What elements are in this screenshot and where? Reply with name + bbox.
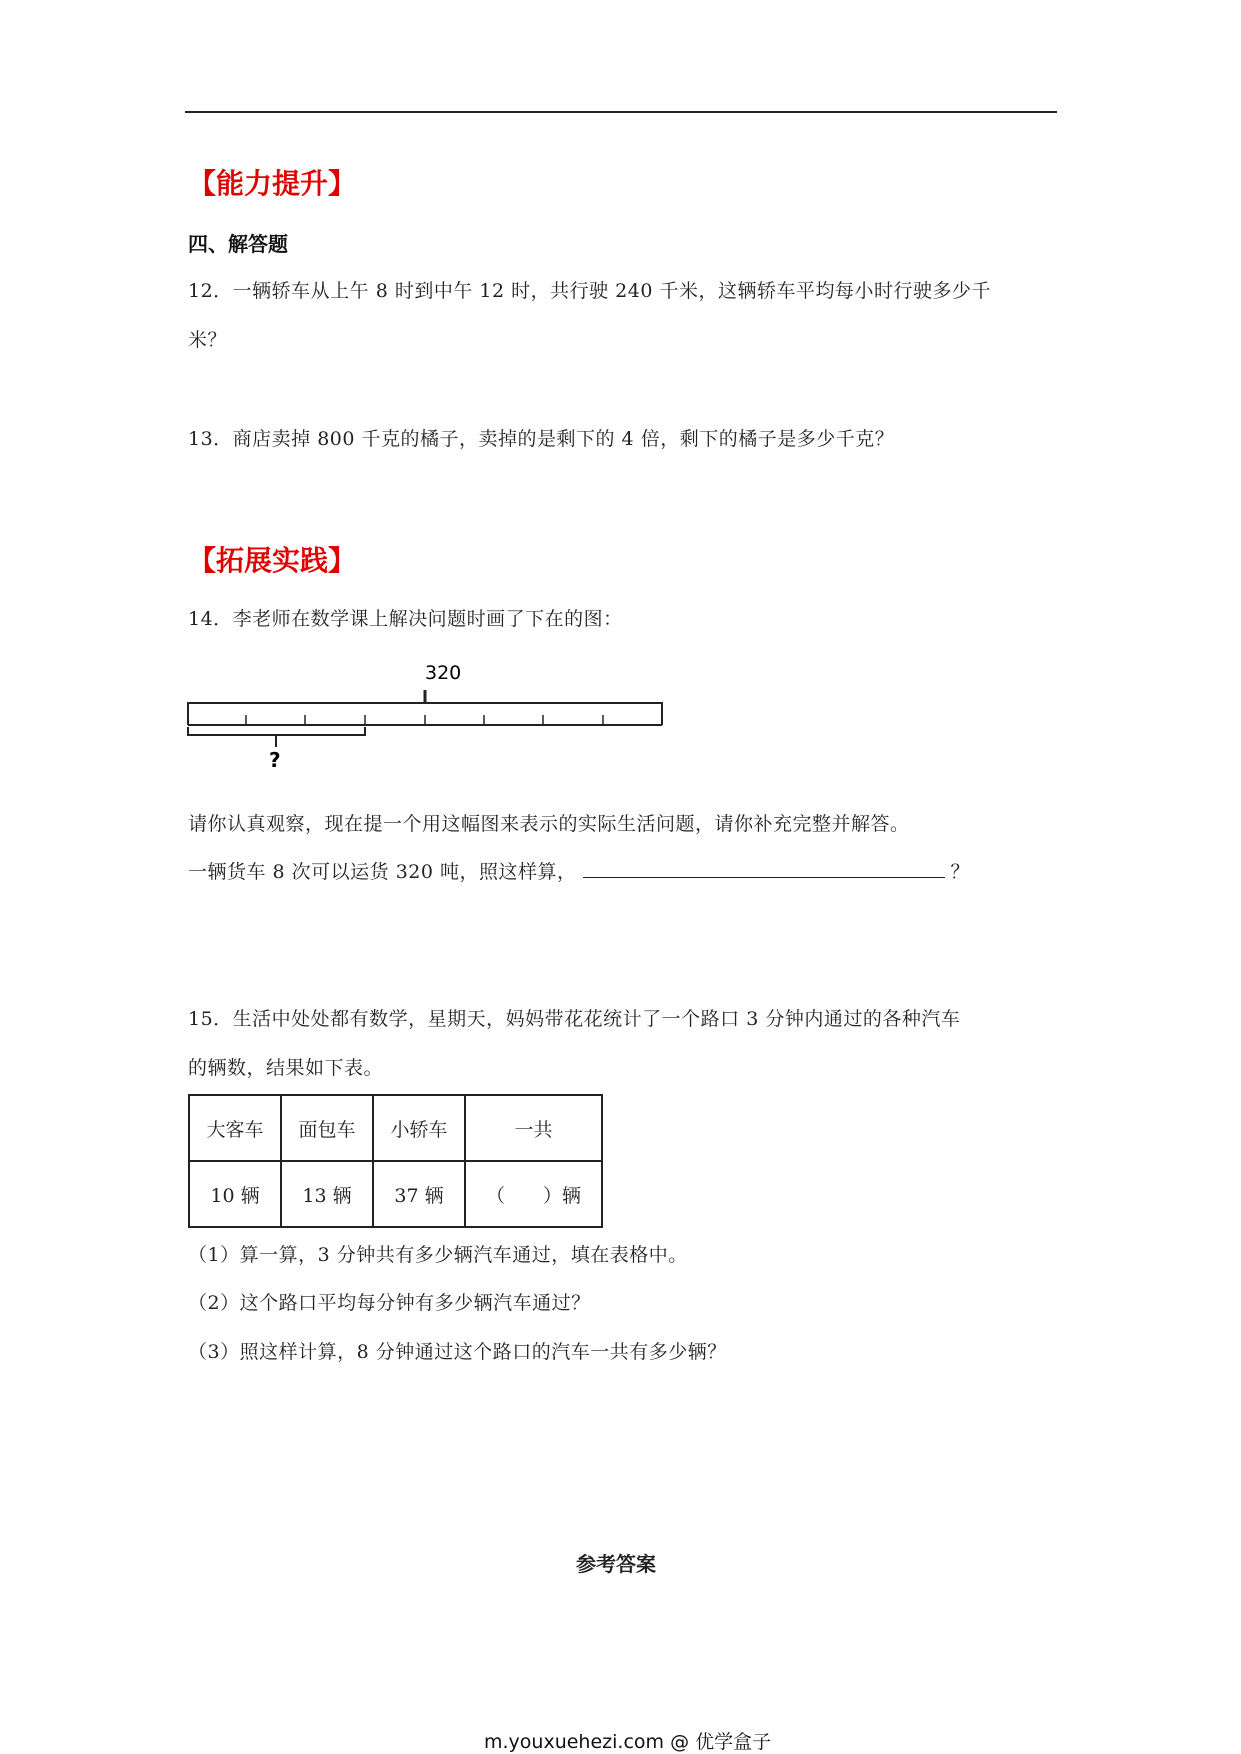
diagram-bar bbox=[188, 711, 662, 725]
table-cell: 13 辆 bbox=[281, 1161, 373, 1227]
section-heading-ability: 【能力提升】 bbox=[188, 167, 357, 200]
question-14-answer-blank[interactable] bbox=[583, 859, 945, 878]
top-rule bbox=[185, 111, 1057, 113]
question-15-line1: 15．生活中处处都有数学，星期天，妈妈带花花统计了一个路口 3 分钟内通过的各种汽车 bbox=[188, 1008, 961, 1030]
table-cell-total-blank[interactable]: （ ）辆 bbox=[465, 1161, 602, 1227]
question-13: 13．商店卖掉 800 千克的橘子，卖掉的是剩下的 4 倍，剩下的橘子是多少千克？ bbox=[188, 428, 895, 450]
table-header-cell: 大客车 bbox=[189, 1095, 281, 1161]
question-14: 14．李老师在数学课上解决问题时画了下在的图： bbox=[188, 608, 623, 630]
question-14-prompt: 请你认真观察，现在提一个用这幅图来表示的实际生活问题，请你补充完整并解答。 bbox=[188, 813, 910, 835]
question-12-line1: 12．一辆轿车从上午 8 时到中午 12 时，共行驶 240 千米，这辆轿车平均每小时行驶多少千 bbox=[188, 280, 991, 302]
diagram-total-label: 320 bbox=[425, 662, 462, 684]
question-12-line2: 米？ bbox=[188, 329, 228, 351]
table-cell: 37 辆 bbox=[373, 1161, 465, 1227]
vehicle-count-table bbox=[188, 1094, 603, 1228]
question-14-fill-line bbox=[188, 857, 970, 884]
table-header-cell: 小轿车 bbox=[373, 1095, 465, 1161]
question-14-fill-before: 一辆货车 8 次可以运货 320 吨，照这样算， bbox=[188, 861, 577, 883]
footer-watermark[interactable]: m.youxuehezi.com @ 优学盒子 bbox=[484, 1731, 772, 1753]
section-heading-extension: 【拓展实践】 bbox=[188, 544, 357, 577]
question-15-line2: 的辆数，结果如下表。 bbox=[188, 1057, 384, 1079]
table-header-row bbox=[189, 1095, 602, 1161]
question-15-sub3: （3）照这样计算，8 分钟通过这个路口的汽车一共有多少辆？ bbox=[188, 1341, 727, 1363]
table-header-cell: 面包车 bbox=[281, 1095, 373, 1161]
table-cell: 10 辆 bbox=[189, 1161, 281, 1227]
answer-key-title: 参考答案 bbox=[576, 1552, 656, 1576]
diagram-unknown-label: ? bbox=[269, 748, 281, 772]
question-15-sub1: （1）算一算，3 分钟共有多少辆汽车通过，填在表格中。 bbox=[188, 1244, 688, 1266]
diagram-bottom-brace bbox=[188, 727, 365, 735]
segment-diagram bbox=[180, 655, 680, 775]
table-header-cell: 一共 bbox=[465, 1095, 602, 1161]
part-heading-answer-questions: 四、解答题 bbox=[188, 232, 288, 256]
table-row bbox=[189, 1161, 602, 1227]
question-15-sub2: （2）这个路口平均每分钟有多少辆汽车通过？ bbox=[188, 1292, 591, 1314]
question-14-fill-after: ？ bbox=[950, 861, 971, 883]
